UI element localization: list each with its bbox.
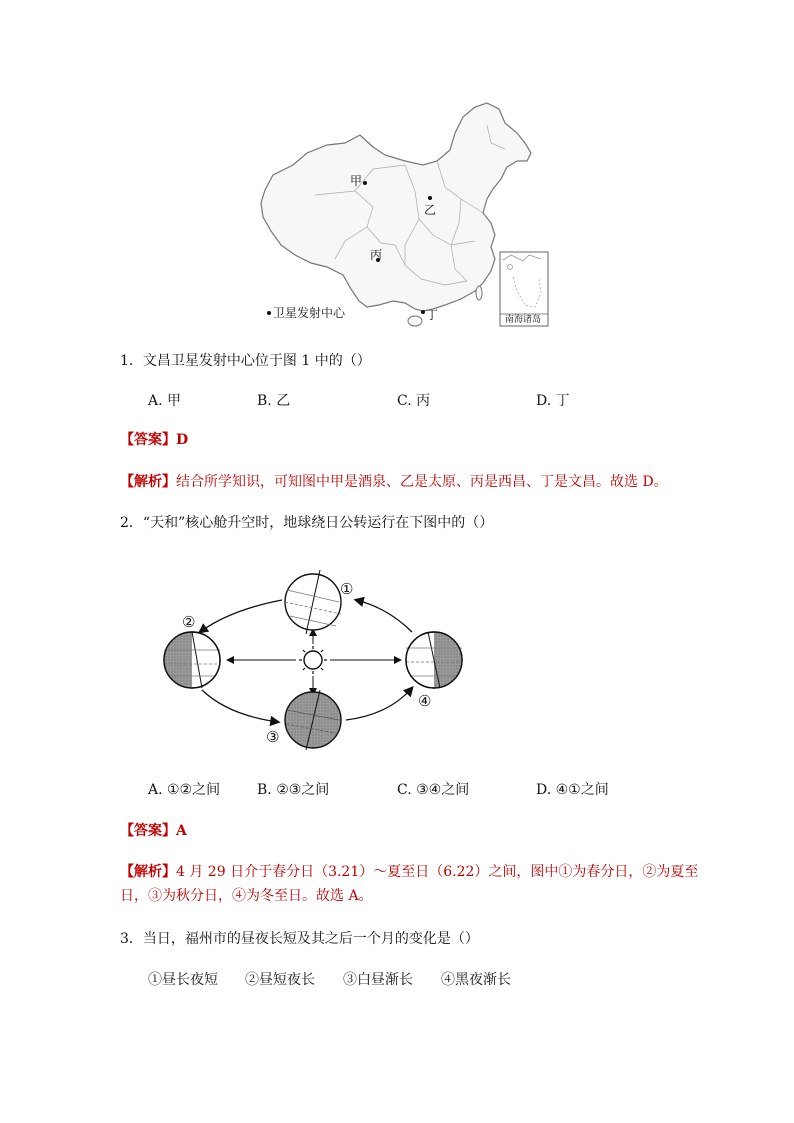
orbit-arc-1-2 (200, 600, 282, 632)
position-label-2: ② (182, 613, 196, 631)
china-outline (261, 103, 531, 311)
q1-option-b: B. 乙 (257, 393, 291, 409)
map-label-jia: 甲 (350, 174, 363, 188)
q2-analysis-seg: ④ (232, 888, 246, 904)
q1-answer-value: D (176, 432, 189, 448)
q1-stem: 1．文昌卫星发射中心位于图 1 中的（） (120, 353, 371, 369)
earth-position-2 (164, 632, 220, 688)
marker-ding (421, 310, 425, 314)
q2-analysis-seg: ① (558, 864, 573, 880)
q2-analysis-seg: 日， (120, 888, 148, 904)
taiwan-island (476, 286, 482, 300)
q1-option-c: C. 丙 (397, 393, 431, 409)
q1-answer (120, 430, 188, 450)
q1-analysis-text: 结合所学知识，可知图中甲是酒泉、乙是太原、丙是西昌、丁是文昌。故选 D。 (176, 474, 668, 490)
q2-answer (120, 821, 187, 841)
legend-marker (267, 311, 271, 315)
orbit-arc-3-4 (346, 688, 412, 720)
q2-analysis-seg: 为冬至日。故选 A。 (246, 888, 373, 904)
q2-analysis-line2 (120, 886, 373, 906)
earth-position-3 (285, 690, 341, 750)
inset-label: 南海诸岛 (505, 315, 542, 325)
position-label-1: ① (340, 580, 354, 598)
earth-orbit-diagram (150, 560, 480, 760)
q2-option-a: A. ①②之间 (148, 782, 221, 798)
q2-option-b: B. ②③之间 (257, 782, 330, 798)
q2-option-d: D. ④①之间 (536, 782, 609, 798)
q3-option-4: ④黑夜渐长 (441, 972, 511, 988)
q1-option-a: A. 甲 (148, 393, 182, 409)
q3-option-1: ①昼长夜短 (148, 972, 218, 988)
orbit-arc-4-1 (356, 600, 412, 632)
q2-analysis-seg: ② (642, 864, 657, 880)
q2-analysis-line1 (120, 862, 698, 882)
earth-position-4 (406, 632, 462, 688)
q1-analysis (120, 472, 668, 492)
map-label-ding: 丁 (426, 308, 439, 322)
q2-analysis-seg: 为秋分日， (162, 888, 232, 904)
map-label-yi: 乙 (424, 203, 437, 217)
hainan-island (408, 316, 422, 326)
q1-answer-tag: 【答案】 (120, 432, 176, 448)
marker-jia (363, 181, 367, 185)
q2-analysis-seg: 为夏至 (656, 864, 699, 880)
sun-icon (299, 646, 327, 674)
q2-analysis-tag: 【解析】 (120, 864, 176, 880)
q2-answer-tag: 【答案】 (120, 823, 176, 839)
q3-option-3: ③白昼渐长 (343, 972, 413, 988)
map-label-bing: 丙 (370, 248, 383, 262)
q1-analysis-tag: 【解析】 (120, 474, 176, 490)
earth-position-1 (285, 570, 341, 634)
q2-stem: 2．“天和”核心舱升空时，地球绕日公转运行在下图中的（） (120, 515, 494, 531)
q1-option-d: D. 丁 (536, 393, 570, 409)
china-map-figure (255, 95, 555, 330)
q2-analysis-seg: 4 月 29 日介于春分日（3.21）～夏至日（6.22）之间，图中 (176, 864, 559, 880)
q2-answer-value: A (176, 823, 187, 839)
q3-option-2: ②昼短夜长 (245, 972, 315, 988)
q2-analysis-seg: ③ (148, 888, 162, 904)
q2-analysis-seg: 为春分日， (572, 864, 643, 880)
map-legend-label: 卫星发射中心 (273, 306, 346, 320)
q3-stem: 3．当日，福州市的昼夜长短及其之后一个月的变化是（） (120, 931, 479, 947)
q2-option-c: C. ③④之间 (397, 782, 470, 798)
position-label-3: ③ (266, 728, 280, 746)
position-label-4: ④ (418, 692, 432, 710)
orbit-arc-2-3 (202, 690, 278, 722)
